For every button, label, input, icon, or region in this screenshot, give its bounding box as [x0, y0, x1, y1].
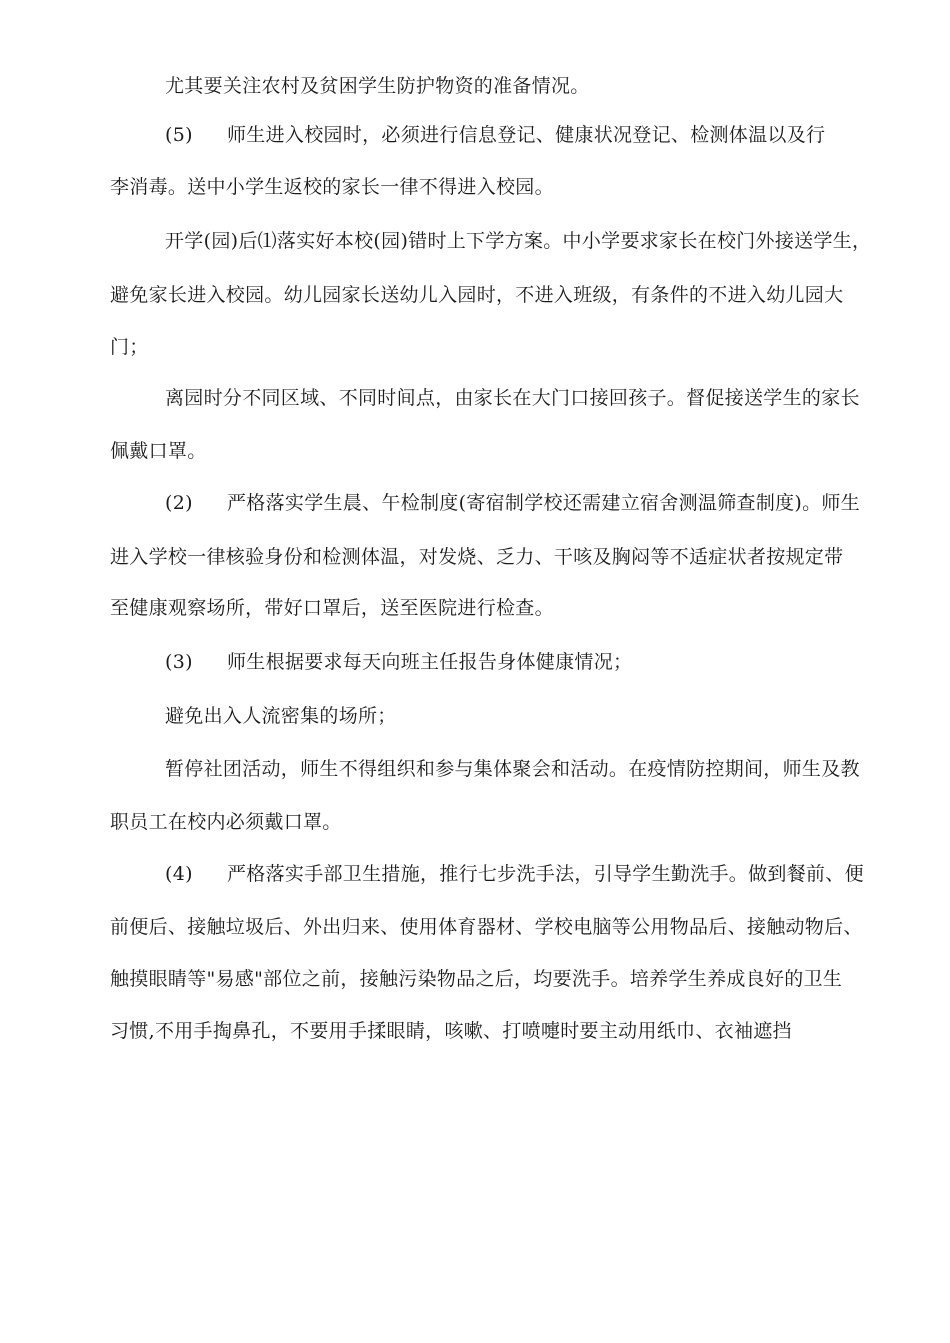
paragraph-line: 避免出入人流密集的场所；: [165, 705, 397, 727]
paragraph-line: 至健康观察场所，带好口罩后，送至医院进行检查。: [110, 597, 554, 619]
paragraph-line: 前便后、接触垃圾后、外出归来、使用体育器材、学校电脑等公用物品后、接触动物后、: [110, 916, 863, 938]
numbered-line-2: [165, 491, 860, 515]
paragraph-line: 离园时分不同区域、不同时间点，由家长在大门口接回孩子。督促接送学生的家长: [165, 387, 860, 409]
paragraph-line: 职员工在校内必须戴口罩。: [110, 811, 342, 833]
item-number: (3): [165, 651, 193, 673]
item-number: (4): [165, 863, 193, 885]
numbered-line-5: [165, 123, 825, 147]
item-text: 严格落实手部卫生措施，推行七步洗手法，引导学生勤洗手。做到餐前、便: [227, 863, 864, 885]
paragraph-line: 避免家长进入校园。幼儿园家长送幼儿入园时，不进入班级，有条件的不进入幼儿园大: [110, 284, 844, 306]
paragraph-line: 触摸眼睛等"易感"部位之前，接触污染物品之后，均要洗手。培养学生养成良好的卫生: [110, 968, 843, 990]
item-number: (2): [165, 492, 193, 514]
paragraph-line: 习惯,不用手掏鼻孔，不要用手揉眼睛，咳嗽、打喷嚏时要主动用纸巾、衣袖遮挡: [110, 1020, 792, 1042]
paragraph-line: 开学(园)后⑴落实好本校(园)错时上下学方案。中小学要求家长在校门外接送学生，: [165, 230, 872, 252]
item-text: 师生根据要求每天向班主任报告身体健康情况；: [227, 651, 633, 673]
item-text: 严格落实学生晨、午检制度(寄宿制学校还需建立宿舍测温筛查制度)。师生: [227, 492, 861, 514]
paragraph-line: 尤其要关注农村及贫困学生防护物资的准备情况。: [165, 75, 590, 97]
item-number: (5): [165, 124, 193, 146]
paragraph-line: 进入学校一律核验身份和检测体温，对发烧、乏力、干咳及胸闷等不适症状者按规定带: [110, 546, 844, 568]
paragraph-line: 门；: [110, 336, 149, 358]
paragraph-line: 佩戴口罩。: [110, 440, 207, 462]
numbered-line-4: [165, 862, 864, 886]
item-text: 师生进入校园时，必须进行信息登记、健康状况登记、检测体温以及行: [227, 124, 826, 146]
numbered-line-3: [165, 650, 632, 674]
paragraph-line: 李消毒。送中小学生返校的家长一律不得进入校园。: [110, 176, 554, 198]
paragraph-line: 暂停社团活动，师生不得组织和参与集体聚会和活动。在疫情防控期间，师生及教: [165, 758, 860, 780]
